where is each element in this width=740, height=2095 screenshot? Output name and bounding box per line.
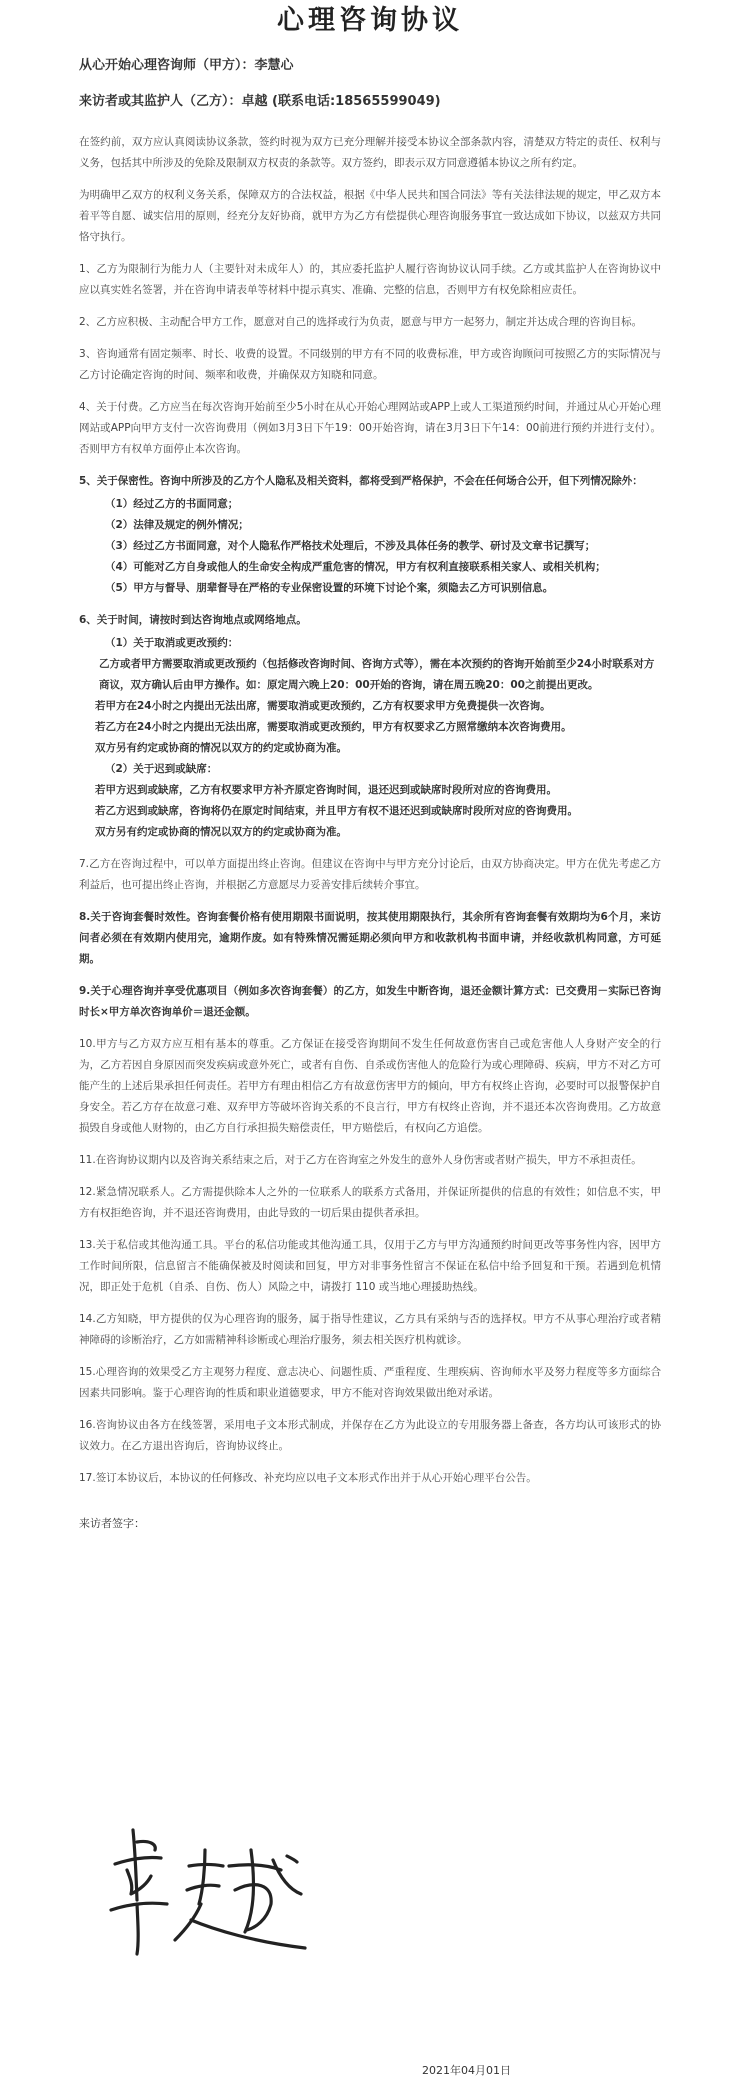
clause-7: 7.乙方在咨询过程中，可以单方面提出终止咨询。但建议在咨询中与甲方充分讨论后，由双方协商决定。甲方在优先考虑乙方利益后，也可提出终止咨询，并根据乙方意愿尽力妥善安排后续转介事宜。 <box>79 858 661 891</box>
clause-11: 11.在咨询协议期内以及咨询关系结束之后，对于乙方在咨询室之外发生的意外人身伤害或者财产损失，甲方不承担责任。 <box>79 1154 642 1166</box>
clause-6: 6、关于时间，请按时到达咨询地点或网络地点。 <box>79 614 307 626</box>
document-title: 心理咨询协议 <box>277 5 463 36</box>
clause-6-details <box>79 633 661 843</box>
list-item: （5）甲方与督导、朋辈督导在严格的专业保密设置的环境下讨论个案，须隐去乙方可识别信息。 <box>105 582 554 594</box>
intro-paragraph-2: 为明确甲乙双方的权利义务关系，保障双方的合法权益，根据《中华人民共和国合同法》等有关法律法规的规定，甲乙双方本着平等自愿、诚实信用的原则，经充分友好协商，就甲方为乙方有偿提供心理咨询服务事宜一致达成如下协议，以兹双方共同恪守执行。 <box>79 189 661 243</box>
visitor-signature-label: 来访者签字： <box>79 1517 145 1530</box>
clause-4: 4、关于付费。乙方应当在每次咨询开始前至少5小时在从心开始心理网站或APP上或人工渠道预约时间，并通过从心开始心理网站或APP向甲方支付一次咨询费用（例如3月3日下午19：00开始咨询，请在3月3日下午14：00前进行预约并进行支付）。否则甲方有权单方面停止本次咨询。 <box>79 401 661 455</box>
list-item: 双方另有约定或协商的情况以双方的约定或协商为准。 <box>95 826 347 838</box>
clause-9: 9.关于心理咨询并享受优惠项目（例如多次咨询套餐）的乙方，如发生中断咨询，退还金额计算方式：已交费用－实际已咨询时长×甲方单次咨询单价＝退还金额。 <box>79 985 661 1018</box>
subsection-body: 乙方或者甲方需要取消或更改预约（包括修改咨询时间、咨询方式等），需在本次预约的咨询开始前至少24小时联系对方商议，双方确认后由甲方操作。如：原定周六晚上20：00开始的咨询，请在周五晚20：00之前提出更改。 <box>99 658 655 691</box>
party-a-line: 从心开始心理咨询师（甲方）：李慧心 <box>79 58 294 73</box>
clause-1: 1、乙方为限制行为能力人（主要针对未成年人）的，其应委托监护人履行咨询协议认同手续。乙方或其监护人在咨询协议中应以真实姓名签署，并在咨询申请表单等材料中提示真实、准确、完整的信息，否则甲方有权免除相应责任。 <box>79 263 661 296</box>
list-item: 若甲方在24小时之内提出无法出席，需要取消或更改预约，乙方有权要求甲方免费提供一次咨询。 <box>95 700 551 712</box>
clause-5: 5、关于保密性。咨询中所涉及的乙方个人隐私及相关资料，都将受到严格保护，不会在任何场合公开，但下列情况除外： <box>79 475 643 487</box>
list-item: （3）经过乙方书面同意，对个人隐私作严格技术处理后，不涉及具体任务的教学、研讨及文章书记撰写； <box>105 540 596 552</box>
intro-paragraph-1: 在签约前，双方应认真阅读协议条款，签约时视为双方已充分理解并接受本协议全部条款内容，清楚双方特定的责任、权利与义务，包括其中所涉及的免除及限制双方权责的条款等。双方签约，即表示双方同意遵循本协议之所有约定。 <box>79 136 661 169</box>
confidentiality-exceptions-list <box>79 494 661 599</box>
list-item: 若乙方在24小时之内提出无法出席，需要取消或更改预约，甲方有权要求乙方照常缴纳本次咨询费用。 <box>95 721 572 733</box>
clause-15: 15.心理咨询的效果受乙方主观努力程度、意志决心、问题性质、严重程度、生理疾病、咨询师水平及努力程度等多方面综合因素共同影响。鉴于心理咨询的性质和职业道德要求，甲方不能对咨询效果做出绝对承诺。 <box>79 1366 661 1399</box>
handwritten-signature <box>105 1820 345 1960</box>
clause-12: 12.紧急情况联系人。乙方需提供除本人之外的一位联系人的联系方式备用，并保证所提供的信息的有效性；如信息不实，甲方有权拒绝咨询，并不退还咨询费用，由此导致的一切后果由提供者承担。 <box>79 1186 661 1219</box>
clause-8: 8.关于咨询套餐时效性。咨询套餐价格有使用期限书面说明，按其使用期限执行，其余所有咨询套餐有效期均为6个月，来访问者必须在有效期内使用完，逾期作废。如有特殊情况需延期必须向甲方和收款机构书面申请，并经收款机构同意，方可延期。 <box>79 911 661 965</box>
clause-3: 3、咨询通常有固定频率、时长、收费的设置。不同级别的甲方有不同的收费标准，甲方或咨询顾问可按照乙方的实际情况与乙方讨论确定咨询的时间、频率和收费，并确保双方知晓和同意。 <box>79 348 661 381</box>
clause-14: 14.乙方知晓，甲方提供的仅为心理咨询的服务，属于指导性建议，乙方具有采纳与否的选择权。甲方不从事心理治疗或者精神障碍的诊断治疗，乙方如需精神科诊断或心理治疗服务，须去相关医疗机构就诊。 <box>79 1313 661 1346</box>
list-item: （4）可能对乙方自身或他人的生命安全构成严重危害的情况，甲方有权利直接联系相关家人、或相关机构； <box>105 561 606 573</box>
subsection-title: （1）关于取消或更改预约： <box>105 637 239 649</box>
clause-13: 13.关于私信或其他沟通工具。平台的私信功能或其他沟通工具，仅用于乙方与甲方沟通预约时间更改等事务性内容，因甲方工作时间所限，信息留言不能确保被及时阅读和回复，甲方对非事务性留言不保证在私信中给予回复和干预。若遇到危机情况，即正处于危机（自杀、自伤、伤人）风险之中，请拨打 110 或当地心理援助热线。 <box>79 1239 661 1293</box>
clause-17: 17.签订本协议后，本协议的任何修改、补充均应以电子文本形式作出并于从心开始心理平台公告。 <box>79 1472 537 1484</box>
list-item: 若甲方迟到或缺席，乙方有权要求甲方补齐原定咨询时间，退还迟到或缺席时段所对应的咨询费用。 <box>95 784 557 796</box>
clause-16: 16.咨询协议由各方在线签署，采用电子文本形式制成，并保存在乙方为此设立的专用服务器上备查，各方均认可该形式的协议效力。在乙方退出咨询后，咨询协议终止。 <box>79 1419 661 1452</box>
subsection-title: （2）关于迟到或缺席： <box>105 763 218 775</box>
list-item: 双方另有约定或协商的情况以双方的约定或协商为准。 <box>95 742 347 754</box>
clause-10: 10.甲方与乙方双方应互相有基本的尊重。乙方保证在接受咨询期间不发生任何故意伤害自己或危害他人人身财产安全的行为，乙方若因自身原因而突发疾病或意外死亡，或者有自伤、自杀或伤害他人的危险行为或心理障碍、疾病，甲方不对乙方可能产生的上述后果承担任何责任。若甲方有理由相信乙方有故意伤害甲方的倾向，甲方有权终止咨询，必要时可以报警保护自身安全。若乙方存在故意刁难、双弃甲方等破坏咨询关系的不良言行，甲方有权终止咨询，并不退还本次咨询费用。乙方故意损毁自身或他人财物的，由乙方自行承担损失赔偿责任，甲方赔偿后，有权向乙方追偿。 <box>79 1038 661 1134</box>
list-item: （1）经过乙方的书面同意； <box>105 498 239 510</box>
signing-date: 2021年04月01日 <box>422 2064 511 2077</box>
party-b-line: 来访者或其监护人（乙方）：卓越 (联系电话:18565599049) <box>79 94 441 109</box>
list-item: （2）法律及规定的例外情况； <box>105 519 249 531</box>
list-item: 若乙方迟到或缺席，咨询将仍在原定时间结束，并且甲方有权不退还迟到或缺席时段所对应的咨询费用。 <box>95 805 578 817</box>
clause-2: 2、乙方应积极、主动配合甲方工作，愿意对自己的选择或行为负责，愿意与甲方一起努力，制定并达成合理的咨询目标。 <box>79 316 643 328</box>
